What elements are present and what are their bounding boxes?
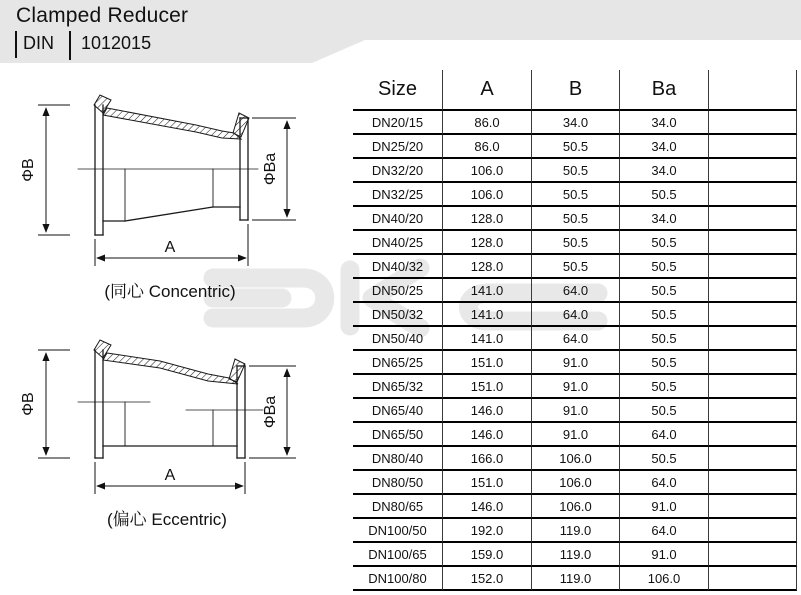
column-header-a: A <box>442 70 531 111</box>
table-cell: 91.0 <box>531 399 619 423</box>
table-cell: 106.0 <box>442 159 531 183</box>
table-cell: 50.5 <box>619 303 708 327</box>
table-cell <box>708 111 797 135</box>
table-cell: 64.0 <box>531 303 619 327</box>
table-cell <box>708 543 797 567</box>
table-cell <box>708 351 797 375</box>
table-cell: DN80/50 <box>353 471 442 495</box>
dim-label-phi-b: ΦB <box>20 158 37 182</box>
table-cell: DN65/25 <box>353 351 442 375</box>
table-cell: DN50/40 <box>353 327 442 351</box>
wall-section <box>103 353 238 384</box>
table-cell: 106.0 <box>619 567 708 591</box>
table-cell: 86.0 <box>442 111 531 135</box>
table-cell <box>708 567 797 591</box>
table-cell: DN50/32 <box>353 303 442 327</box>
column-header-blank <box>708 70 797 111</box>
concentric-dimensions <box>38 105 296 266</box>
table-cell: 119.0 <box>531 519 619 543</box>
table-cell: DN100/50 <box>353 519 442 543</box>
wall-section <box>103 108 241 139</box>
table-cell: 50.5 <box>531 135 619 159</box>
clamp-ferrule-section <box>229 359 245 382</box>
table-cell: 50.5 <box>619 399 708 423</box>
standard-number: 1012015 <box>81 33 152 53</box>
eccentric-dimensions <box>38 350 296 494</box>
table-cell: DN40/20 <box>353 207 442 231</box>
table-cell: DN50/25 <box>353 279 442 303</box>
table-cell: DN40/32 <box>353 255 442 279</box>
page-title: Clamped Reducer <box>16 4 189 27</box>
table-cell: 146.0 <box>442 399 531 423</box>
table-cell <box>708 399 797 423</box>
clamp-ferrule-section <box>94 340 111 358</box>
table-cell: 91.0 <box>619 495 708 519</box>
table-cell: DN32/25 <box>353 183 442 207</box>
clamp-ferrule-section <box>94 95 111 113</box>
table-cell: DN80/40 <box>353 447 442 471</box>
table-cell: 166.0 <box>442 447 531 471</box>
table-cell: 50.5 <box>619 327 708 351</box>
dim-label-phi-b: ΦB <box>20 392 37 416</box>
table-cell: 64.0 <box>619 423 708 447</box>
table-cell: 50.5 <box>531 159 619 183</box>
table-cell: 34.0 <box>619 159 708 183</box>
table-cell: 151.0 <box>442 351 531 375</box>
table-cell: 64.0 <box>531 327 619 351</box>
table-cell: 91.0 <box>619 543 708 567</box>
table-cell: 50.5 <box>531 255 619 279</box>
separator <box>15 31 17 58</box>
table-cell: DN65/40 <box>353 399 442 423</box>
concentric-drawing <box>78 95 258 235</box>
table-cell: DN20/15 <box>353 111 442 135</box>
table-cell: DN65/32 <box>353 375 442 399</box>
table-cell: 141.0 <box>442 327 531 351</box>
table-cell <box>708 135 797 159</box>
table-cell <box>708 495 797 519</box>
table-cell: 141.0 <box>442 303 531 327</box>
table-cell <box>708 471 797 495</box>
table-cell: 34.0 <box>619 111 708 135</box>
table-cell: 106.0 <box>531 495 619 519</box>
table-cell <box>708 207 797 231</box>
table-cell: 91.0 <box>531 351 619 375</box>
column-header-size: Size <box>353 70 442 111</box>
dim-label-phi-ba: ΦBa <box>262 395 279 429</box>
column-header-ba: Ba <box>619 70 708 111</box>
table-cell <box>708 423 797 447</box>
table-cell: 119.0 <box>531 567 619 591</box>
table-cell: 151.0 <box>442 375 531 399</box>
table-cell: 50.5 <box>531 231 619 255</box>
table-cell: 50.5 <box>619 255 708 279</box>
table-cell: 146.0 <box>442 495 531 519</box>
table-cell: 159.0 <box>442 543 531 567</box>
table-cell: 128.0 <box>442 231 531 255</box>
table-cell: 50.5 <box>619 279 708 303</box>
table-cell: 64.0 <box>619 471 708 495</box>
table-cell: 64.0 <box>531 279 619 303</box>
table-cell: DN100/65 <box>353 543 442 567</box>
table-cell: 91.0 <box>531 423 619 447</box>
table-cell: 106.0 <box>531 447 619 471</box>
dimension-table <box>353 70 797 591</box>
table-cell: 50.5 <box>619 231 708 255</box>
table-cell: 50.5 <box>619 183 708 207</box>
separator <box>69 31 71 60</box>
table-cell <box>708 519 797 543</box>
table-cell: 50.5 <box>619 351 708 375</box>
table-cell: 34.0 <box>531 111 619 135</box>
table-cell: DN80/65 <box>353 495 442 519</box>
table-cell: 50.5 <box>619 447 708 471</box>
dim-label-a: A <box>164 467 176 484</box>
dim-label-phi-ba: ΦBa <box>262 152 279 186</box>
eccentric-drawing <box>78 340 263 458</box>
table-cell: 119.0 <box>531 543 619 567</box>
table-cell: 86.0 <box>442 135 531 159</box>
table-cell: DN25/20 <box>353 135 442 159</box>
table-cell: 50.5 <box>531 183 619 207</box>
table-cell <box>708 279 797 303</box>
table-cell: DN40/25 <box>353 231 442 255</box>
table-cell: 106.0 <box>531 471 619 495</box>
table-cell: DN100/80 <box>353 567 442 591</box>
table-cell: 106.0 <box>442 183 531 207</box>
table-cell: DN32/20 <box>353 159 442 183</box>
table-cell <box>708 183 797 207</box>
concentric-caption: (同心 Concentric) <box>104 282 236 301</box>
table-cell: 128.0 <box>442 207 531 231</box>
clamp-ferrule-section <box>233 113 249 137</box>
table-cell: 192.0 <box>442 519 531 543</box>
table-cell: 146.0 <box>442 423 531 447</box>
table-cell: 128.0 <box>442 255 531 279</box>
table-cell: 34.0 <box>619 135 708 159</box>
dim-label-a: A <box>164 239 176 256</box>
table-cell <box>708 327 797 351</box>
table-cell <box>708 375 797 399</box>
column-header-b: B <box>531 70 619 111</box>
table-cell: 50.5 <box>531 207 619 231</box>
table-cell: 152.0 <box>442 567 531 591</box>
table-cell <box>708 303 797 327</box>
table-cell: 141.0 <box>442 279 531 303</box>
eccentric-caption: (偏心 Eccentric) <box>107 510 227 529</box>
standard-label: DIN <box>23 33 54 53</box>
table-cell: 64.0 <box>619 519 708 543</box>
table-cell: 34.0 <box>619 207 708 231</box>
table-cell <box>708 159 797 183</box>
table-cell <box>708 231 797 255</box>
table-cell: 91.0 <box>531 375 619 399</box>
table-cell: DN65/50 <box>353 423 442 447</box>
table-cell: 50.5 <box>619 375 708 399</box>
table-cell: 151.0 <box>442 471 531 495</box>
table-cell <box>708 447 797 471</box>
table-cell <box>708 255 797 279</box>
